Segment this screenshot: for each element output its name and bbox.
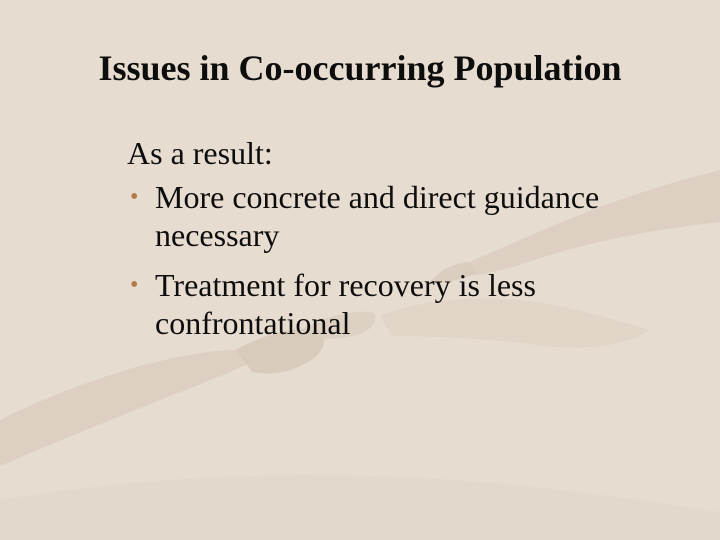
bullet-icon: • — [130, 272, 139, 298]
slide-title: Issues in Co-occurring Population — [98, 48, 622, 88]
bullet-text: More concrete and direct guidance necessary — [155, 179, 600, 253]
bullet-icon: • — [130, 184, 139, 210]
list-item — [127, 178, 647, 254]
list-item — [127, 266, 647, 342]
bullet-list — [127, 178, 647, 342]
bullet-text: Treatment for recovery is less confrontational — [155, 267, 536, 341]
slide-body — [127, 134, 647, 354]
intro-text: As a result: — [127, 135, 273, 171]
